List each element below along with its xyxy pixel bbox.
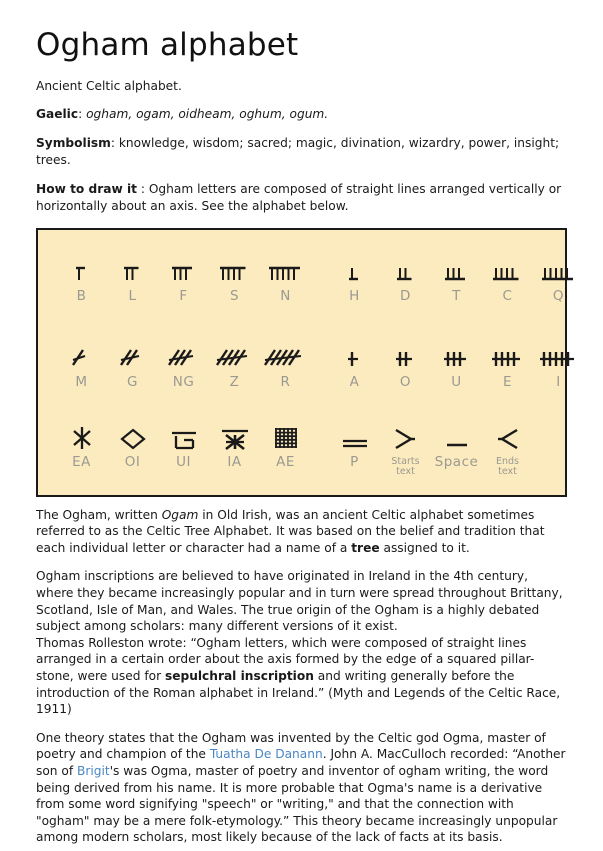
chart-group-aicme-ailme [329,334,584,390]
ogham-cell-ng[interactable] [158,334,209,390]
ogham-cell-z[interactable] [209,334,260,390]
ogham-up-2-icon [395,248,417,284]
ogham-cell-starts[interactable] [380,414,431,478]
ogham-cell-h[interactable] [329,248,380,304]
paragraph-ogma-theory [36,730,567,846]
symbolism-sep: : [110,136,119,151]
ogham-cell-label: G [127,373,138,390]
ogham-cross-1-icon [345,334,365,370]
ogham-double-x-icon [222,414,248,450]
ogham-cell-label: Q [552,287,565,304]
ogham-cell-label: I [556,373,561,390]
ogham-cell-label: N [280,287,291,304]
chart-group-forfeda [56,414,311,478]
ogham-up-3-icon [443,248,470,284]
ogham-cell-label: D [400,287,411,304]
ogham-cell-p[interactable] [329,414,380,478]
paragraph-inscriptions [36,568,567,634]
ogham-cell-b[interactable] [56,248,107,304]
ogham-cell-m[interactable] [56,334,107,390]
ogham-cell-label: S [229,287,240,304]
ogham-cell-o[interactable] [380,334,431,390]
ogham-down-2-icon [122,248,144,284]
p3-text-b: and writing generally before the introduction of the Roman alphabet in Ireland.” (Myth and Legends of the Celtic Race, 1911) [36,668,561,717]
ogham-cell-ends[interactable] [482,414,533,478]
ogham-cell-r[interactable] [260,334,311,390]
ogham-cell-l[interactable] [107,248,158,304]
ogham-cell-label: H [349,287,360,304]
p1-italic-ogam: Ogam [161,507,199,522]
ogham-cell-label: NG [172,373,195,390]
ogham-cell-label: Space [434,453,479,470]
ogham-spiral-icon [171,414,197,450]
gaelic-line [36,106,567,123]
p1-text-b: in Old Irish, was an ancient Celtic alphabet sometimes referred to as the Celtic Tree Alphabet. It was based on the belief and tradition that each individual letter or character had a name of a [36,507,545,555]
p1-text-a: The Ogham, written [36,507,162,522]
paragraph-origin-name [36,507,567,557]
ogham-cross-3-icon [441,334,473,370]
chart-group-aicme-huatha [329,248,584,304]
howto-line [36,181,567,215]
ogham-cell-label: Ends text [495,455,519,478]
p2-text: Ogham inscriptions are believed to have originated in Ireland in the 4th century, where they became increasingly popular and in turn were spread throughout Brittany, Scotland, Isle of Man, and Wales. The true origin of the Ogham is a highly debated subject among scholars: many different versions of it exist. [36,569,563,634]
ogham-cross-4-icon [489,334,527,370]
ogham-cell-label: B [76,287,87,304]
ogham-cell-u[interactable] [431,334,482,390]
link-tuatha-de-danann[interactable]: Tuatha De Danann [209,747,323,762]
ogham-cell-s[interactable] [209,248,260,304]
ogham-cell-n[interactable] [260,248,311,304]
ogham-cell-ui[interactable] [158,414,209,478]
ogham-cell-a[interactable] [329,334,380,390]
ogham-cell-label: U [451,373,462,390]
ogham-feather-end-icon [496,414,519,450]
ogham-cell-oi[interactable] [107,414,158,478]
ogham-cell-i[interactable] [533,334,584,390]
ogham-cell-ia[interactable] [209,414,260,478]
ogham-cell-label: EA [72,453,91,470]
ogham-down-3-icon [170,248,197,284]
chart-row-1 [38,248,565,304]
ogham-cell-label: Z [229,373,240,390]
symbolism-label: Symbolism [36,136,111,151]
ogham-down-4-icon [218,248,251,284]
link-brigit[interactable]: Brigit [77,763,110,778]
chart-row-3 [38,414,565,478]
ogham-cell-ea[interactable] [56,414,107,478]
p4-text-a: One theory states that the Ogham was invented by the Celtic god Ogma, master of poetry and champion of the [36,730,546,762]
p4-text-c: 's was Ogma, master of poetry and inventor of ogham writing, the word being derived from his name. It is more probable that Ogma's name is a derivative from some word signifying "speech" or "writing," and that the connection with "ogham" may be a mere folk-etymology.” This theory became increasingly unpopular among modern scholars, most likely because of the lack of facts at its basis. [36,763,558,845]
ogham-cell-t[interactable] [431,248,482,304]
ogham-cell-c[interactable] [482,248,533,304]
symbolism-line [36,135,567,169]
gaelic-sep: : [78,107,87,122]
ogham-cell-label: P [350,453,359,470]
ogham-cell-ae[interactable] [260,414,311,478]
page-title: Ogham alphabet [36,27,299,63]
gaelic-value: ogham, ogam, oidheam, oghum, ogum. [86,107,329,122]
chart-row-2 [38,334,565,390]
p3-text-a: Thomas Rolleston wrote: “Ogham letters, which were composed of straight lines arranged in a certain order about the axis formed by the edge of a squared pillar-stone, were used for [36,635,535,683]
ogham-diag-5-icon [262,334,309,370]
p1-text-c: assigned to it. [379,540,470,555]
ogham-feather-start-icon [394,414,417,450]
howto-sep: : [136,181,149,196]
ogham-cell-e[interactable] [482,334,533,390]
ogham-grid-icon [273,414,299,450]
ogham-cell-label: OI [124,453,141,470]
howto-value: Ogham letters are composed of straight lines arranged vertically or horizontally about an axis. See the alphabet below. [36,181,562,213]
howto-label: How to draw it [36,181,137,196]
chart-group-aicme-muine [56,334,311,390]
ogham-diag-1-icon [70,334,93,370]
gaelic-label: Gaelic [36,107,79,122]
ogham-cell-g[interactable] [107,334,158,390]
ogham-cell-label: O [399,373,412,390]
symbolism-value: knowledge, wisdom; sacred; magic, divination, wizardry, power, insight; trees. [36,136,560,168]
paragraph-rolleston [36,635,567,718]
ogham-down-5-icon [267,248,305,284]
ogham-cell-label: E [502,373,513,390]
ogham-alphabet-chart [36,228,567,497]
chart-group-marks [329,414,533,478]
ogham-cell-label: A [349,373,360,390]
ogham-diag-3-icon [166,334,201,370]
p4-text-b: . John A. MacCulloch recorded: “Another son of [36,747,566,778]
ogham-cell-f[interactable] [158,248,209,304]
subtitle-text: Ancient Celtic alphabet. [36,78,182,93]
ogham-up-1-icon [347,248,363,284]
ogham-diag-2-icon [118,334,147,370]
ogham-diag-4-icon [214,334,255,370]
ogham-double-line-icon [342,414,368,450]
ogham-cell-label: UI [176,453,191,470]
ogham-cell-space[interactable] [431,414,482,478]
ogham-cell-label: F [179,287,188,304]
subtitle [36,78,567,95]
ogham-cell-d[interactable] [380,248,431,304]
ogham-up-4-icon [491,248,524,284]
p1-bold-tree: tree [351,540,380,555]
ogham-cell-q[interactable] [533,248,584,304]
ogham-cross-5-icon [537,334,581,370]
ogham-cell-label: Starts text [391,455,420,478]
ogham-cell-label: M [75,373,88,390]
ogham-diamond-icon [120,414,146,450]
ogham-star-icon [71,414,93,450]
p3-bold-sepulchral: sepulchral inscription [164,668,314,683]
ogham-cell-label: C [502,287,513,304]
chart-group-aicme-beithe [56,248,311,304]
ogham-down-1-icon [74,248,90,284]
ogham-cell-label: L [128,287,137,304]
ogham-cell-label: IA [227,453,242,470]
ogham-cell-label: T [452,287,461,304]
ogham-cross-2-icon [393,334,419,370]
ogham-dash-icon [446,414,468,450]
ogham-up-5-icon [540,248,578,284]
ogham-cell-label: AE [276,453,295,470]
ogham-cell-label: R [280,373,291,390]
